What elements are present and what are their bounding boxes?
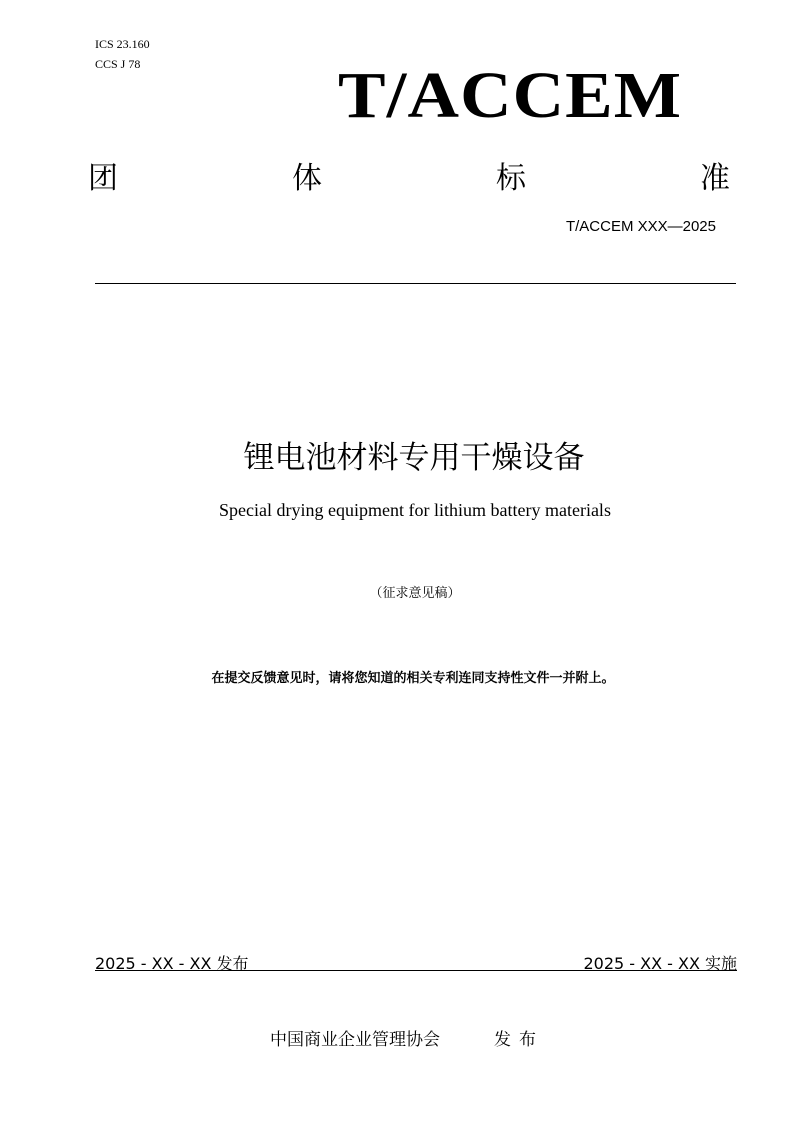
standard-kind [88,153,730,197]
footer-divider [95,970,737,971]
kind-char: 准 [700,161,730,196]
kind-char: 体 [292,161,322,196]
standard-logo: T/ACCEM [338,59,683,132]
kind-char: 团 [88,161,118,196]
implement-date: 2025 - XX - XX 实施 [583,954,737,973]
document-title: 锂电池材料专用干燥设备 [243,440,585,476]
header-divider [95,283,736,284]
english-title: Special drying equipment for lithium battery materials [219,500,611,520]
standard-number: T/ACCEM XXX—2025 [565,218,716,235]
issuing-organization: 中国商业企业管理协会 [270,1030,440,1050]
issue-action: 发布 [494,1030,544,1050]
ccs-code: CCS J 78 [95,57,141,71]
kind-char: 标 [496,161,526,196]
ics-code: ICS 23.160 [95,37,150,51]
draft-label: （征求意见稿） [369,586,461,601]
patent-note: 在提交反馈意见时，请将您知道的相关专利连同支持性文件一并附上。 [211,671,615,686]
publish-date: 2025 - XX - XX 发布 [95,954,249,973]
